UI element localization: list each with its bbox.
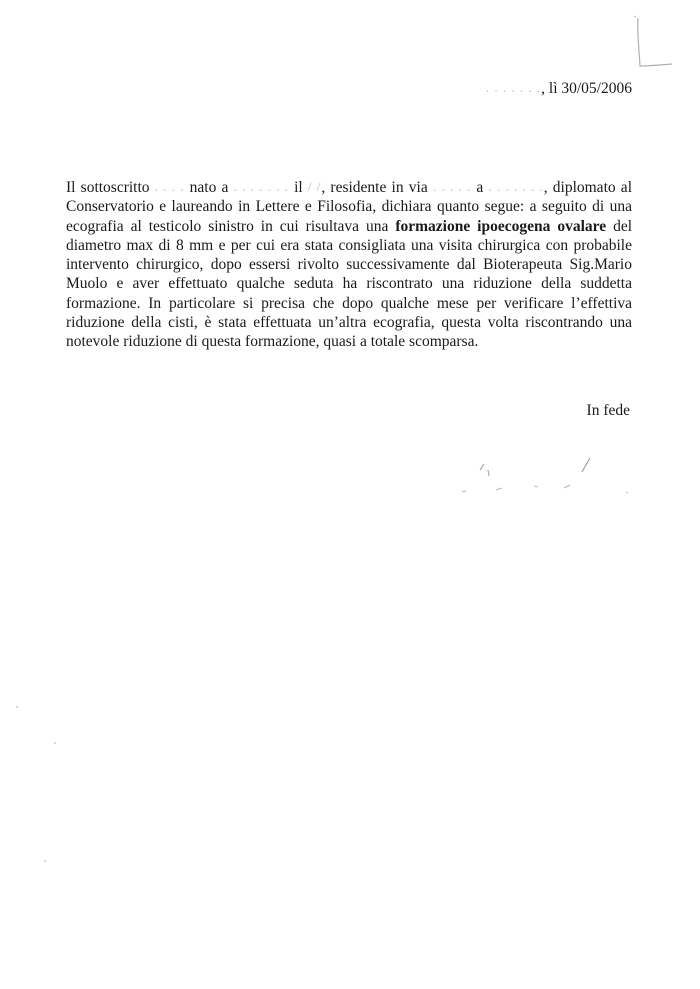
text-segment: , residente in via — [321, 179, 428, 196]
text-segment: a — [476, 179, 484, 196]
text-segment: In particolare si precisa che dopo qualche mese per verificare l’effettiva riduzione della cisti, è stata effettuata un’altra ecografia, questa volta riscontrando una notevole riduzione di questa formazione, quasi a totale scomparsa. — [66, 294, 633, 351]
scan-speck — [16, 706, 18, 708]
text-segment: del diametro max di 8 mm e per cui era stata consigliata una visita chirurgica con probabile intervento chirurgico, dopo essersi rivolto successivamente dal Bioterapeuta Sig.Mario Muolo e aver effettuato qualche seduta ha riscontrato una riduzione della suddetta formazione. — [66, 217, 632, 312]
redacted-street: . . . . . — [432, 179, 472, 194]
text-segment: Il sottoscritto — [66, 179, 150, 196]
closing-text: In fede — [586, 402, 630, 419]
emphasis-text: formazione ipoecogena ovalare — [395, 217, 607, 235]
text-segment: nato a — [189, 179, 229, 196]
text-segment: , diplomato al Conservatorio e laureando in Lettere e Filosofia, dichiara quanto segue: a seguito di una ecografia al testicolo sinistro in cui risultava una — [66, 179, 632, 235]
scan-speck — [54, 742, 56, 744]
date-text: , lì 30/05/2006 — [541, 80, 632, 97]
declaration-paragraph — [66, 177, 632, 352]
signature — [450, 452, 640, 502]
redacted-place: . . . . . . . — [485, 80, 542, 95]
text-segment: il — [294, 179, 303, 196]
redacted-city: . . . . . . . — [488, 179, 544, 194]
redacted-birthdate: / / — [307, 179, 322, 194]
scan-speck — [44, 860, 46, 862]
redacted-name: . . . . — [154, 179, 185, 194]
date-line — [486, 80, 632, 98]
redacted-birthplace: . . . . . . . — [233, 179, 289, 194]
handwritten-mark — [628, 14, 676, 70]
